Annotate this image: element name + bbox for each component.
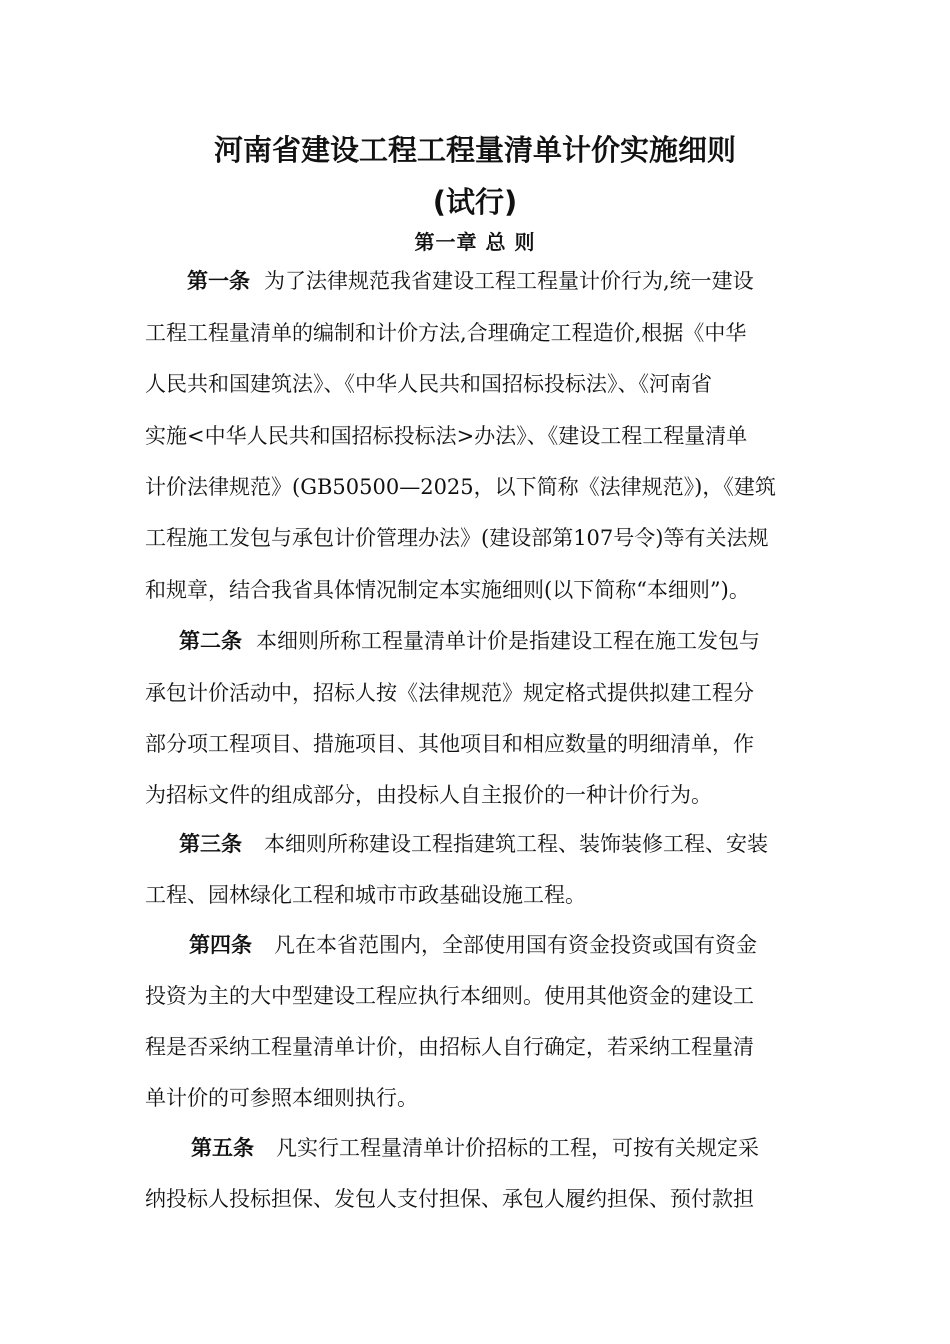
- article-line: 为招标文件的组成部分，由投标人自主报价的一种计价行为。: [145, 783, 712, 807]
- article-label: 第二条: [179, 629, 242, 653]
- article-line: 工程工程量清单的编制和计价方法,合理确定工程造价,根据《中华: [145, 321, 747, 345]
- article-4-first-line: [145, 930, 869, 960]
- article-text: 本细则所称建设工程指建筑工程、装饰装修工程、安装: [264, 832, 768, 856]
- article-3-first-line: [145, 829, 859, 859]
- article-label: 第五条: [191, 1136, 254, 1160]
- article-line: 实施<中华人民共和国招标投标法>办法》、《建设工程工程量清单: [145, 424, 748, 448]
- article-line: 人民共和国建筑法》、《中华人民共和国招标投标法》、《河南省: [145, 372, 712, 396]
- article-line: 投资为主的大中型建设工程应执行本细则。使用其他资金的建设工: [145, 984, 754, 1008]
- article-line: 部分项工程项目、措施项目、其他项目和相应数量的明细清单，作: [145, 732, 754, 756]
- article-line: 承包计价活动中，招标人按《法律规范》规定格式提供拟建工程分: [145, 681, 754, 705]
- article-line: 纳投标人投标担保、发包人支付担保、承包人履约担保、预付款担: [145, 1187, 754, 1211]
- article-text: 本细则所称工程量清单计价是指建设工程在施工发包与: [256, 629, 760, 653]
- article-line: 单计价的可参照本细则执行。: [145, 1086, 418, 1110]
- article-line: 和规章，结合我省具体情况制定本实施细则(以下简称“本细则”)。: [145, 578, 750, 602]
- article-text: 凡在本省范围内，全部使用国有资金投资或国有资金: [274, 933, 757, 957]
- article-text: 为了法律规范我省建设工程工程量计价行为,统一建设: [264, 269, 754, 293]
- document-title: 河南省建设工程工程量清单计价实施细则: [213, 133, 736, 167]
- article-line: 计价法律规范》(GB50500—2025，以下简称《法律规范》)，《建筑: [145, 475, 776, 499]
- article-label: 第四条: [189, 933, 252, 957]
- article-line: 程是否采纳工程量清单计价，由招标人自行确定，若采纳工程量清: [145, 1035, 754, 1059]
- article-text: 凡实行工程量清单计价招标的工程，可按有关规定采: [276, 1136, 759, 1160]
- document-subtitle: (试行): [432, 185, 518, 219]
- article-1-first-line: [145, 266, 867, 296]
- chapter-heading: 第一章 总 则: [414, 230, 536, 254]
- article-label: 第三条: [179, 832, 242, 856]
- article-line: 工程、园林绿化工程和城市市政基础设施工程。: [145, 883, 586, 907]
- article-label: 第一条: [187, 269, 250, 293]
- article-2-first-line: [145, 626, 859, 656]
- article-line: 工程施工发包与承包计价管理办法》(建设部第107号令)等有关法规: [145, 526, 769, 550]
- article-5-first-line: [145, 1133, 871, 1163]
